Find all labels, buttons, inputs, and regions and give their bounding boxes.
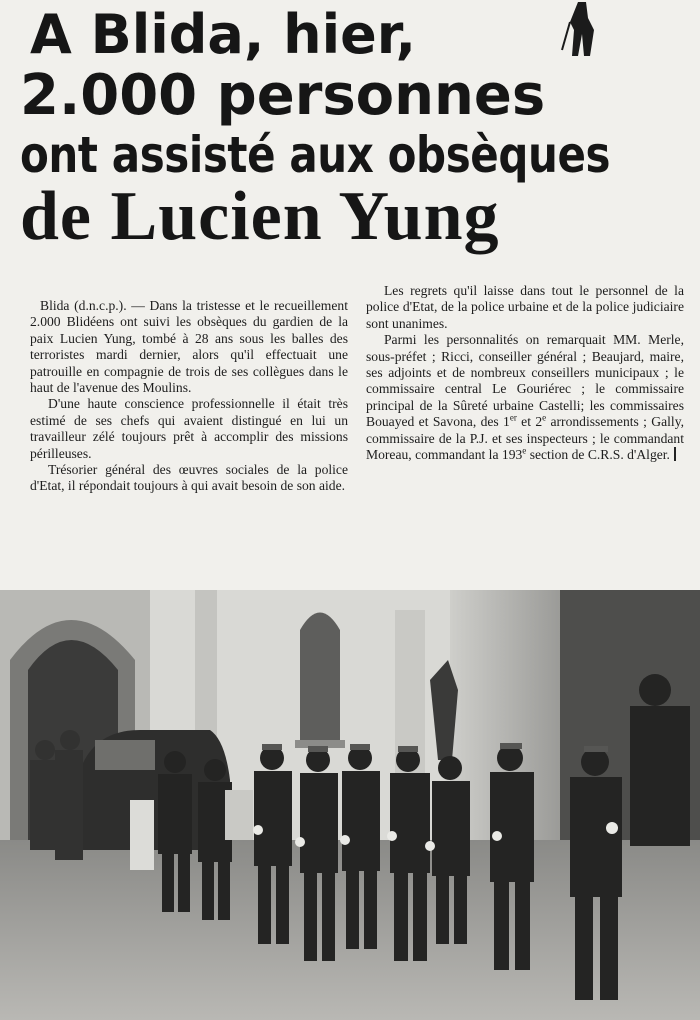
- text-run: arrondissements ; Gally, commissaire de la P.J. et ses inspecteurs ; le commandant Moreau, commandant la 193: [366, 414, 685, 463]
- end-mark: [674, 447, 676, 461]
- headline-line-4: de Lucien Yung: [20, 178, 500, 255]
- headline-line-3: ont assisté aux obsèques: [20, 126, 611, 184]
- headline: [20, 3, 670, 255]
- article-paragraph-personalities: [366, 332, 684, 463]
- article-paragraph: Trésorier général des œuvres sociales de la police d'Etat, il répondait toujours à qui avait besoin de son aide.: [30, 462, 348, 494]
- superscript: e: [522, 445, 527, 456]
- article-paragraph: D'une haute conscience professionnelle il était très estimé de ses chefs qui avaient distingué en lui un travailleur zélé toujours prêt à accomplir des missions périlleuses.: [30, 396, 348, 461]
- text-run: Parmi les personnalités on remarquait MM. Merle, sous-préfet ; Ricci, conseiller général ; Beaujard, maire, ses adjoints et de nombreux conseillers municipaux ; le commissaire central Le Gouriérec ; le commissaire principal de la Sûreté urbaine Castelli; les commissaires Bouayed et Savona, des 1: [366, 332, 684, 430]
- text-run: et 2: [516, 414, 543, 430]
- article-paragraph: Les regrets qu'il laisse dans tout le personnel de la police d'Etat, de la police urbaine et de la police judiciaire sont unanimes.: [366, 283, 684, 331]
- article-column-right: [366, 283, 684, 463]
- article-column-left: [30, 298, 348, 495]
- superscript: er: [509, 412, 517, 423]
- article-paragraph: Blida (d.n.c.p.). — Dans la tristesse et le recueillement 2.000 Blidéens ont suivi les obsèques du gardien de la paix Lucien Yung, tombé à 28 ans sous les balles des terroristes mardi dernier, alors qu'il effectuait une patrouille en compagnie de trois de ses collègues dans le haut de l'avenue des Moulins.: [30, 298, 348, 396]
- headline-line-2: 2.000 personnes: [20, 63, 546, 128]
- headline-line-1: A Blida, hier,: [30, 3, 416, 66]
- superscript: e: [542, 412, 547, 423]
- text-run: section de C.R.S. d'Alger.: [526, 447, 670, 463]
- funeral-procession-photo: [0, 590, 700, 1020]
